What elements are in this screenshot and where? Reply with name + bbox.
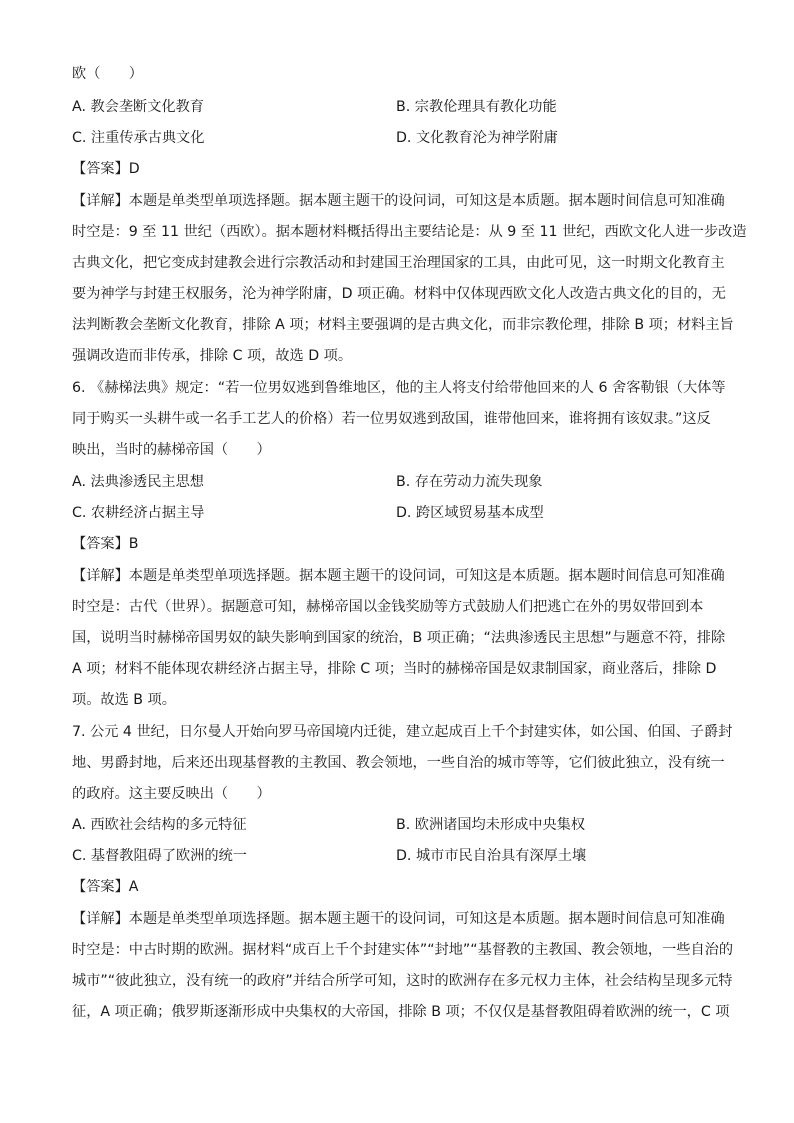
q5-detail-line: 古典文化，把它变成封建教会进行宗教活动和封建国王治理国家的工具，由此可见，这一时期文化教育主 <box>72 255 725 271</box>
q7-stem-line: 地、男爵封地，后来还出现基督教的主教国、教会领地，一些自治的城市等等，它们彼此独立，没有统一 <box>72 755 725 771</box>
q6-stem-line: 映出，当时的赫梯帝国（ ） <box>72 442 271 458</box>
q7-option-b: B. 欧洲诸国均未形成中央集权 <box>396 817 586 833</box>
q6-option-d: D. 跨区域贸易基本成型 <box>396 505 544 521</box>
q6-detail-line: A 项；材料不能体现农耕经济占据主导，排除 C 项；当时的赫梯帝国是奴隶制国家，商业落后，排除 D <box>72 661 717 677</box>
q6-answer: 【答案】B <box>72 536 139 552</box>
q7-option-a: A. 西欧社会结构的多元特征 <box>72 817 247 833</box>
q6-stem-line: 同于购买一头耕牛或一名手工艺人的价格）若一位男奴逃到敌国，谁带他回来，谁将拥有该奴隶。”这反 <box>72 411 711 427</box>
q6-detail-line: 时空是：古代（世界）。据题意可知，赫梯帝国以金钱奖励等方式鼓励人们把逃亡在外的男奴带回到本 <box>72 599 704 615</box>
q5-stem-tail: 欧（ ） <box>72 66 143 82</box>
q7-answer: 【答案】A <box>72 879 139 895</box>
q7-stem-line: 7. 公元 4 世纪，日尔曼人开始向罗马帝国境内迁徙，建立起成百上千个封建实体，如公国、伯国、子爵封 <box>72 724 733 740</box>
q7-detail-line: 征，A 项正确；俄罗斯逐渐形成中央集权的大帝国，排除 B 项；不仅仅是基督教阻碍着欧洲的统一，C 项 <box>72 1004 730 1020</box>
q5-answer: 【答案】D <box>72 161 140 177</box>
q5-detail-line: 【详解】本题是单类型单项选择题。据本题主题干的设问词，可知这是本质题。据本题时间信息可知准确 <box>72 193 725 209</box>
q5-option-b: B. 宗教伦理具有教化功能 <box>396 99 557 115</box>
q7-option-d: D. 城市市民自治具有深厚土壤 <box>396 848 587 864</box>
q5-option-d: D. 文化教育沦为神学附庸 <box>396 130 558 146</box>
q7-detail-line: 【详解】本题是单类型单项选择题。据本题主题干的设问词，可知这是本质题。据本题时间信息可知准确 <box>72 911 725 927</box>
q6-option-b: B. 存在劳动力流失现象 <box>396 474 543 490</box>
q5-detail-line: 法判断教会垄断文化教育，排除 A 项；材料主要强调的是古典文化，而非宗教伦理，排除 B 项；材料主旨 <box>72 317 734 333</box>
q5-detail-line: 要为神学与封建王权服务，沦为神学附庸，D 项正确。材料中仅体现西欧文化人改造古典文化的目的，无 <box>72 286 726 302</box>
q5-option-c: C. 注重传承古典文化 <box>72 130 205 146</box>
q5-detail-line: 时空是：9 至 11 世纪（西欧）。据本题材料概括得出主要结论是：从 9 至 11 世纪，西欧文化人进一步改造 <box>72 224 747 240</box>
q6-detail-line: 【详解】本题是单类型单项选择题。据本题主题干的设问词，可知这是本质题。据本题时间信息可知准确 <box>72 568 725 584</box>
q7-detail-line: 时空是：中古时期的欧洲。据材料“成百上千个封建实体”“封地”“基督教的主教国、教会领地，一些自治的 <box>72 942 734 958</box>
q5-option-a: A. 教会垄断文化教育 <box>72 99 204 115</box>
q6-option-c: C. 农耕经济占据主导 <box>72 505 205 521</box>
q5-detail-line: 强调改造而非传承，排除 C 项，故选 D 项。 <box>72 348 353 364</box>
q6-option-a: A. 法典渗透民主思想 <box>72 474 204 490</box>
q6-detail-line: 项。故选 B 项。 <box>72 692 176 708</box>
q6-stem-line: 6. 《赫梯法典》规定：“若一位男奴逃到鲁维地区，他的主人将支付给带他回来的人 6 舍客勒银（大体等 <box>72 380 726 396</box>
q7-stem-line: 的政府。这主要反映出（ ） <box>72 786 271 802</box>
q7-option-c: C. 基督教阻碍了欧洲的统一 <box>72 848 247 864</box>
q6-detail-line: 国，说明当时赫梯帝国男奴的缺失影响到国家的统治，B 项正确；“法典渗透民主思想”与题意不符，排除 <box>72 630 726 646</box>
q7-detail-line: 城市”“彼此独立，没有统一的政府”并结合所学可知，这时的欧洲存在多元权力主体，社会结构呈现多元特 <box>72 973 733 989</box>
